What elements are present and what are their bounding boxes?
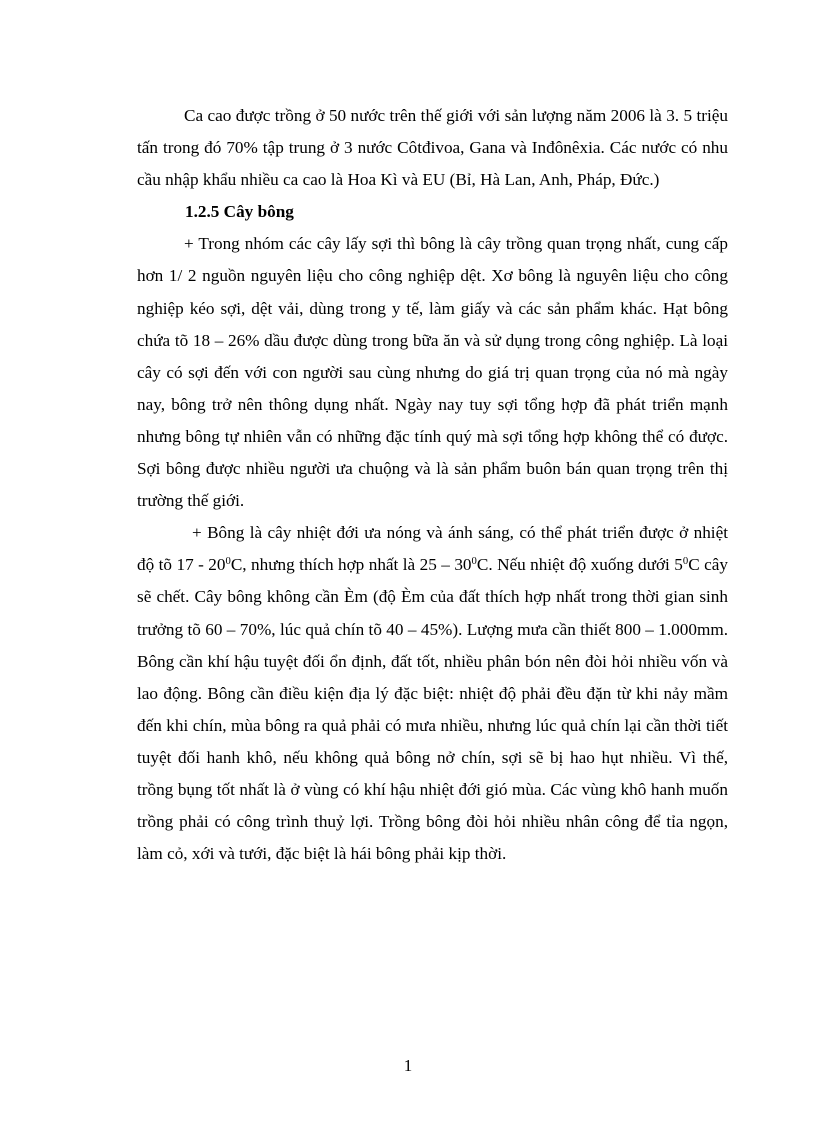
section-heading: 1.2.5 Cây bông: [185, 202, 294, 222]
paragraph-cotton-climate: [137, 517, 728, 870]
document-body: [137, 100, 728, 870]
paragraph-cocoa: Ca cao được trồng ở 50 nước trên thế giới với sản lượng năm 2006 là 3. 5 triệu tấn trong đó 70% tập trung ở 3 nước Côtđivoa, Gana và Inđônêxia. Các nước có nhu cầu nhập khẩu nhiều ca cao là Hoa Kì và EU (Bỉ, Hà Lan, Anh, Pháp, Đức.): [137, 106, 728, 190]
text-run: C, nhưng thích hợp nhất là 25 – 30: [230, 555, 472, 575]
superscript-degree: 0: [471, 556, 477, 568]
text-run: + Bông là cây nhiệt đới ưa nóng và ánh sáng, có thể phát triển được ở nhiệt độ tõ 17 - 20: [137, 523, 728, 575]
superscript-degree: 0: [682, 556, 689, 568]
text-run: C cây sẽ chết. Cây bông không cần Èm (độ Èm của đất thích hợp nhất trong thời gian sinh trưởng tõ 60 – 70%, lúc quả chín tõ 40 – 45%). Lượng mưa cần thiết 800 – 1.000mm. Bông cần khí hậu tuyệt đối ổn định, đất tốt, nhiều phân bón nên đòi hỏi nhiều vốn và lao động. Bông cần điều kiện địa lý đặc biệt: nhiệt độ phải đều đặn từ khi nảy mầm đến khi chín, mùa bông ra quả phải có mưa nhiều, nhưng lúc quả chín lại cần thời tiết tuyệt đối hanh khô, nếu không quả bông nở chín, sợi sẽ bị hao hụt nhiều. Vì thế, trồng bụng tốt nhất là ở vùng có khí hậu nhiệt đới gió mùa. Các vùng khô hanh muốn trồng phải có công trình thuỷ lợi. Trồng bông đòi hỏi nhiều nhân công để tỉa ngọn, làm cỏ, xới và tưới, đặc biệt là hái bông phải kịp thời.: [137, 555, 728, 864]
superscript-degree: 0: [225, 556, 231, 568]
text-run: C. Nếu nhiệt độ xuống dưới 5: [476, 555, 683, 575]
paragraph-cotton-importance: + Trong nhóm các cây lấy sợi thì bông là cây trồng quan trọng nhất, cung cấp hơn 1/ 2 nguồn nguyên liệu cho công nghiệp dệt. Xơ bông là nguyên liệu cho công nghiệp kéo sợi, dệt vải, dùng trong y tế, làm giấy và các sản phẩm khác. Hạt bông chứa tõ 18 – 26% dầu được dùng trong bữa ăn và sử dụng trong công nghiệp. Là loại cây có sợi đến với con người sau cùng nhưng do giá trị quan trọng của nó mà ngày nay, bông trở nên thông dụng nhất. Ngày nay tuy sợi tổng hợp đã phát triển mạnh nhưng bông tự nhiên vẫn có những đặc tính quý mà sợi tổng hợp không thể có được. Sợi bông được nhiều người ưa chuộng và là sản phẩm buôn bán quan trọng trên thị trường thế giới.: [137, 234, 728, 511]
page-number: 1: [403, 1056, 413, 1075]
